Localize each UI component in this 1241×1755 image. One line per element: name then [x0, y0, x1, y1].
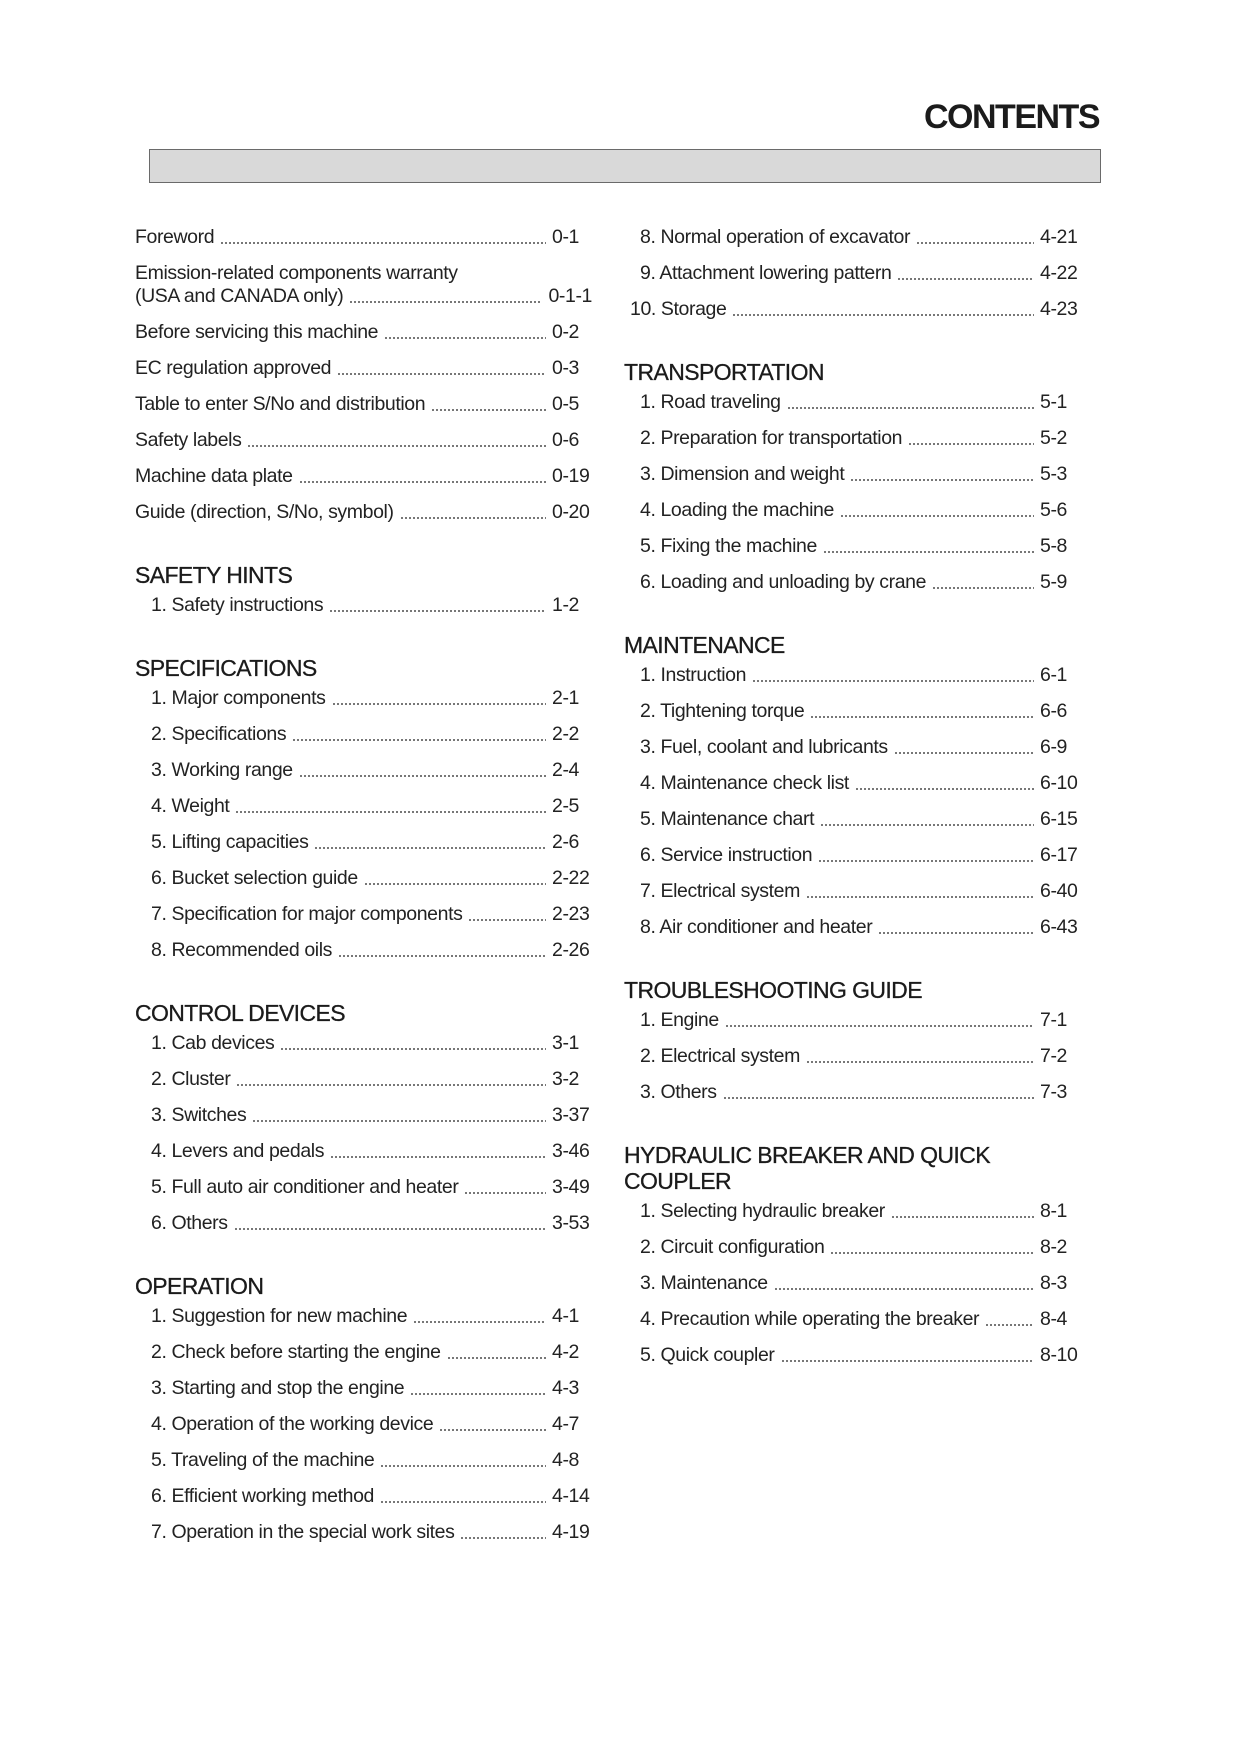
dot-leader — [878, 932, 1034, 934]
toc-entry-page: 5-2 — [1040, 427, 1067, 449]
toc-entry-page: 3-2 — [552, 1068, 579, 1090]
dot-leader — [380, 1465, 546, 1467]
toc-entry-label: 7. Electrical system — [640, 880, 800, 902]
toc-entry[interactable] — [135, 1305, 592, 1328]
toc-entry-label: 5. Fixing the machine — [640, 535, 817, 557]
toc-entry-label: 4. Precaution while operating the breaker — [640, 1308, 980, 1330]
dot-leader — [413, 1321, 546, 1323]
toc-entry[interactable] — [135, 867, 592, 890]
toc-entry-page: 4-14 — [552, 1485, 590, 1507]
toc-entry-page: 8-2 — [1040, 1236, 1067, 1258]
toc-entry[interactable] — [135, 1212, 592, 1235]
toc-entry-label: 1. Major components — [151, 687, 326, 709]
toc-entry-page: 8-3 — [1040, 1272, 1067, 1294]
toc-entry-label: 2. Check before starting the engine — [151, 1341, 441, 1363]
dot-leader — [280, 1048, 546, 1050]
dot-leader — [447, 1357, 546, 1359]
dot-leader — [725, 1025, 1034, 1027]
toc-entry-label: 2. Specifications — [151, 723, 287, 745]
toc-entry-label: 8. Air conditioner and heater — [640, 916, 873, 938]
dot-leader — [337, 373, 546, 375]
toc-section — [624, 1142, 1078, 1367]
toc-entry-label: 4. Weight — [151, 795, 230, 817]
toc-entry-page: 4-8 — [552, 1449, 579, 1471]
dot-leader — [820, 824, 1034, 826]
toc-entry-label: 2. Cluster — [151, 1068, 231, 1090]
toc-entry[interactable] — [624, 916, 1078, 939]
toc-entry-page: 3-49 — [552, 1176, 590, 1198]
toc-entry[interactable] — [624, 298, 1078, 321]
dot-leader — [314, 847, 546, 849]
dot-leader — [916, 242, 1034, 244]
toc-entry[interactable] — [624, 427, 1078, 450]
toc-entry-label: Table to enter S/No and distribution — [135, 393, 426, 415]
toc-entry-page: 0-5 — [552, 393, 579, 415]
dot-leader — [810, 716, 1034, 718]
toc-entry-page: 0-1 — [552, 226, 579, 248]
toc-entry-label: 8. Recommended oils — [151, 939, 332, 961]
dot-leader — [891, 1216, 1034, 1218]
toc-entry-page: 0-20 — [552, 501, 590, 523]
toc-entry[interactable] — [135, 831, 592, 854]
toc-entry-label: 3. Starting and stop the engine — [151, 1377, 405, 1399]
dot-leader — [235, 811, 546, 813]
toc-entry-page: 0-6 — [552, 429, 579, 451]
dot-leader — [299, 481, 546, 483]
toc-entry[interactable] — [135, 1413, 592, 1436]
toc-entry[interactable] — [135, 262, 592, 308]
toc-entry[interactable] — [624, 499, 1078, 522]
toc-entry[interactable] — [624, 1236, 1078, 1259]
toc-entry[interactable] — [135, 939, 592, 962]
toc-entry[interactable] — [135, 357, 592, 380]
dot-leader — [723, 1097, 1034, 1099]
toc-section — [624, 359, 1078, 594]
dot-leader — [732, 314, 1034, 316]
toc-entry[interactable] — [135, 723, 592, 746]
toc-entry-label: 4. Loading the machine — [640, 499, 834, 521]
toc-entry-page: 4-23 — [1040, 298, 1078, 320]
toc-entry-label: 4. Operation of the working device — [151, 1413, 434, 1435]
toc-entry-label: 4. Maintenance check list — [640, 772, 849, 794]
toc-entry-label: 2. Circuit configuration — [640, 1236, 825, 1258]
toc-entry-page: 2-2 — [552, 723, 579, 745]
section-heading: SAFETY HINTS — [135, 562, 293, 588]
dot-leader — [823, 551, 1034, 553]
toc-entry-label: 1. Instruction — [640, 664, 747, 686]
toc-entry[interactable] — [624, 664, 1078, 687]
toc-entry[interactable] — [135, 1377, 592, 1400]
toc-entry-page: 6-17 — [1040, 844, 1078, 866]
toc-entry-page: 0-1-1 — [548, 285, 592, 307]
dot-leader — [897, 278, 1034, 280]
toc-entry[interactable] — [624, 1344, 1078, 1367]
toc-entry-label: 6. Others — [151, 1212, 228, 1234]
toc-entry-label: 5. Traveling of the machine — [151, 1449, 375, 1471]
toc-section — [624, 977, 1078, 1104]
dot-leader — [292, 739, 546, 741]
toc-entry-page: 2-23 — [552, 903, 590, 925]
dot-leader — [431, 409, 546, 411]
toc-entry[interactable] — [135, 321, 592, 344]
toc-entry-label: 3. Fuel, coolant and lubricants — [640, 736, 888, 758]
dot-leader — [787, 407, 1034, 409]
dot-leader — [830, 1252, 1034, 1254]
toc-entry-label: Machine data plate — [135, 465, 293, 487]
toc-entry[interactable] — [624, 262, 1078, 285]
toc-entry-label: 6. Loading and unloading by crane — [640, 571, 927, 593]
section-heading: CONTROL DEVICES — [135, 1000, 345, 1026]
toc-entry-label: 3. Others — [640, 1081, 717, 1103]
toc-entry-label: 3. Dimension and weight — [640, 463, 845, 485]
toc-entry-page: 5-1 — [1040, 391, 1067, 413]
dot-leader — [932, 587, 1034, 589]
toc-entry[interactable] — [135, 759, 592, 782]
toc-entry[interactable] — [624, 391, 1078, 414]
dot-leader — [400, 517, 546, 519]
dot-leader — [806, 1061, 1034, 1063]
dot-leader — [329, 610, 546, 612]
front-matter-list — [135, 226, 592, 524]
toc-entry-label: Safety labels — [135, 429, 242, 451]
toc-entry-page: 2-1 — [552, 687, 579, 709]
toc-entry[interactable] — [135, 1068, 592, 1091]
toc-entry-label: 9. Attachment lowering pattern — [640, 262, 892, 284]
toc-section — [135, 1273, 592, 1544]
toc-entry-label: 2. Electrical system — [640, 1045, 800, 1067]
toc-entry[interactable] — [624, 1272, 1078, 1295]
toc-entry-page: 0-2 — [552, 321, 579, 343]
toc-section — [135, 655, 592, 962]
toc-entry[interactable] — [624, 226, 1078, 249]
toc-entry[interactable] — [624, 571, 1078, 594]
toc-entry-page: 2-26 — [552, 939, 590, 961]
toc-entry-page: 4-3 — [552, 1377, 579, 1399]
dot-leader — [220, 242, 546, 244]
toc-section — [135, 1000, 592, 1235]
dot-leader — [468, 919, 546, 921]
toc-entry-label: 6. Efficient working method — [151, 1485, 374, 1507]
toc-entry-page: 4-1 — [552, 1305, 579, 1327]
toc-entry-label: Guide (direction, S/No, symbol) — [135, 501, 394, 523]
toc-entry-label: 10. Storage — [630, 298, 727, 320]
toc-entry-page: 6-15 — [1040, 808, 1078, 830]
dot-leader — [840, 515, 1034, 517]
toc-entry-page: 6-6 — [1040, 700, 1067, 722]
toc-section — [135, 562, 592, 617]
toc-entry-page: 4-19 — [552, 1521, 590, 1543]
toc-entry[interactable] — [135, 903, 592, 926]
toc-entry-label: 6. Service instruction — [640, 844, 813, 866]
toc-entry[interactable] — [624, 736, 1078, 759]
toc-entry-page: 5-9 — [1040, 571, 1067, 593]
toc-entry-page: 7-3 — [1040, 1081, 1067, 1103]
dot-leader — [781, 1360, 1035, 1362]
toc-entry-page: 6-1 — [1040, 664, 1067, 686]
toc-entry-page: 4-7 — [552, 1413, 579, 1435]
toc-entry-label: 8. Normal operation of excavator — [640, 226, 911, 248]
toc-entry-page: 8-10 — [1040, 1344, 1078, 1366]
toc-entry[interactable] — [624, 1009, 1078, 1032]
section-heading: TRANSPORTATION — [624, 359, 824, 385]
toc-entry[interactable] — [624, 1081, 1078, 1104]
dot-leader — [774, 1288, 1034, 1290]
toc-entry-label: (USA and CANADA only) — [135, 285, 344, 307]
toc-entry-page: 6-43 — [1040, 916, 1078, 938]
toc-entry-page: 5-3 — [1040, 463, 1067, 485]
toc-entry[interactable] — [135, 1104, 592, 1127]
toc-entry[interactable] — [135, 1032, 592, 1055]
toc-entry-page: 2-5 — [552, 795, 579, 817]
toc-entry[interactable] — [624, 1045, 1078, 1068]
toc-entry[interactable] — [135, 429, 592, 452]
toc-entry-label: 1. Selecting hydraulic breaker — [640, 1200, 885, 1222]
dot-leader — [460, 1537, 546, 1539]
right-column — [624, 226, 1078, 1405]
toc-entry[interactable] — [624, 1308, 1078, 1331]
toc-entry-label: 7. Operation in the special work sites — [151, 1521, 455, 1543]
dot-leader — [818, 860, 1034, 862]
dot-leader — [234, 1228, 546, 1230]
toc-entry[interactable] — [624, 463, 1078, 486]
toc-entry-page: 6-40 — [1040, 880, 1078, 902]
toc-entry[interactable] — [624, 880, 1078, 903]
toc-entry-label: 3. Working range — [151, 759, 293, 781]
dot-leader — [380, 1501, 546, 1503]
toc-entry-label: 5. Maintenance chart — [640, 808, 815, 830]
toc-entry-label: 1. Cab devices — [151, 1032, 275, 1054]
toc-entry-page: 6-9 — [1040, 736, 1067, 758]
title-bar — [149, 149, 1101, 183]
dot-leader — [752, 680, 1034, 682]
toc-entry[interactable] — [135, 465, 592, 488]
dot-leader — [236, 1084, 546, 1086]
dot-leader — [908, 443, 1034, 445]
toc-entry-page: 4-22 — [1040, 262, 1078, 284]
toc-entry-page: 6-10 — [1040, 772, 1078, 794]
toc-entry-page: 3-1 — [552, 1032, 579, 1054]
section-heading: OPERATION — [135, 1273, 264, 1299]
toc-entry-label: 3. Switches — [151, 1104, 247, 1126]
toc-entry-page: 3-46 — [552, 1140, 590, 1162]
toc-entry[interactable] — [624, 535, 1078, 558]
right-sections — [624, 359, 1078, 1367]
toc-entry[interactable] — [135, 1485, 592, 1508]
toc-entry-label-line1: Emission-related components warranty — [135, 262, 458, 284]
toc-entry-label: 1. Road traveling — [640, 391, 781, 413]
dot-leader — [299, 775, 546, 777]
toc-entry[interactable] — [135, 687, 592, 710]
toc-entry[interactable] — [135, 1521, 592, 1544]
toc-entry-label: 2. Tightening torque — [640, 700, 805, 722]
toc-entry[interactable] — [624, 844, 1078, 867]
toc-entry-label: 1. Engine — [640, 1009, 719, 1031]
dot-leader — [330, 1156, 546, 1158]
toc-entry[interactable] — [135, 795, 592, 818]
dot-leader — [338, 955, 546, 957]
toc-entry-label: Before servicing this machine — [135, 321, 379, 343]
toc-entry[interactable] — [135, 1176, 592, 1199]
dot-leader — [384, 337, 546, 339]
dot-leader — [894, 752, 1034, 754]
dot-leader — [985, 1324, 1034, 1326]
toc-entry-label: 3. Maintenance — [640, 1272, 768, 1294]
toc-entry-page: 8-4 — [1040, 1308, 1067, 1330]
page-title: CONTENTS — [924, 98, 1099, 136]
toc-entry-page: 2-6 — [552, 831, 579, 853]
toc-entry[interactable] — [135, 1140, 592, 1163]
left-column — [135, 226, 592, 1582]
left-sections — [135, 562, 592, 1544]
dot-leader — [349, 301, 542, 303]
toc-entry-page: 7-1 — [1040, 1009, 1067, 1031]
toc-entry[interactable] — [624, 808, 1078, 831]
toc-entry[interactable] — [135, 226, 592, 249]
operation-continued-list — [624, 226, 1078, 321]
section-heading: SPECIFICATIONS — [135, 655, 317, 681]
toc-entry-label: 1. Suggestion for new machine — [151, 1305, 408, 1327]
toc-entry-label: 5. Full auto air conditioner and heater — [151, 1176, 459, 1198]
dot-leader — [247, 445, 546, 447]
toc-entry-page: 5-6 — [1040, 499, 1067, 521]
toc-entry-label: 5. Quick coupler — [640, 1344, 775, 1366]
toc-entry-label: 5. Lifting capacities — [151, 831, 309, 853]
section-heading: HYDRAULIC BREAKER AND QUICK COUPLER — [624, 1142, 990, 1194]
dot-leader — [464, 1192, 546, 1194]
section-heading: MAINTENANCE — [624, 632, 785, 658]
toc-entry[interactable] — [135, 594, 592, 617]
toc-entry-page: 2-4 — [552, 759, 579, 781]
toc-entry[interactable] — [135, 501, 592, 524]
dot-leader — [850, 479, 1034, 481]
dot-leader — [410, 1393, 546, 1395]
toc-entry-label: Foreword — [135, 226, 215, 248]
toc-entry[interactable] — [624, 772, 1078, 795]
dot-leader — [855, 788, 1034, 790]
toc-entry[interactable] — [624, 1200, 1078, 1223]
toc-entry-label: 7. Specification for major components — [151, 903, 463, 925]
toc-entry-label: 2. Preparation for transportation — [640, 427, 903, 449]
toc-entry-page: 7-2 — [1040, 1045, 1067, 1067]
toc-entry-page: 4-2 — [552, 1341, 579, 1363]
dot-leader — [806, 896, 1034, 898]
dot-leader — [332, 703, 547, 705]
toc-entry[interactable] — [135, 393, 592, 416]
toc-entry-page: 2-22 — [552, 867, 590, 889]
dot-leader — [439, 1429, 546, 1431]
dot-leader — [252, 1120, 546, 1122]
toc-entry-page: 0-3 — [552, 357, 579, 379]
toc-entry-page: 3-37 — [552, 1104, 590, 1126]
toc-entry-page: 5-8 — [1040, 535, 1067, 557]
toc-entry-page: 0-19 — [552, 465, 590, 487]
toc-entry-page: 3-53 — [552, 1212, 590, 1234]
toc-entry-page: 1-2 — [552, 594, 579, 616]
toc-section — [624, 632, 1078, 939]
toc-entry-label: 4. Levers and pedals — [151, 1140, 325, 1162]
toc-entry[interactable] — [624, 700, 1078, 723]
section-heading: TROUBLESHOOTING GUIDE — [624, 977, 922, 1003]
toc-entry-page: 8-1 — [1040, 1200, 1067, 1222]
toc-entry[interactable] — [135, 1449, 592, 1472]
toc-entry[interactable] — [135, 1341, 592, 1364]
toc-entry-label: 1. Safety instructions — [151, 594, 324, 616]
toc-entry-label: EC regulation approved — [135, 357, 332, 379]
dot-leader — [364, 883, 546, 885]
toc-entry-page: 4-21 — [1040, 226, 1078, 248]
toc-entry-label: 6. Bucket selection guide — [151, 867, 358, 889]
